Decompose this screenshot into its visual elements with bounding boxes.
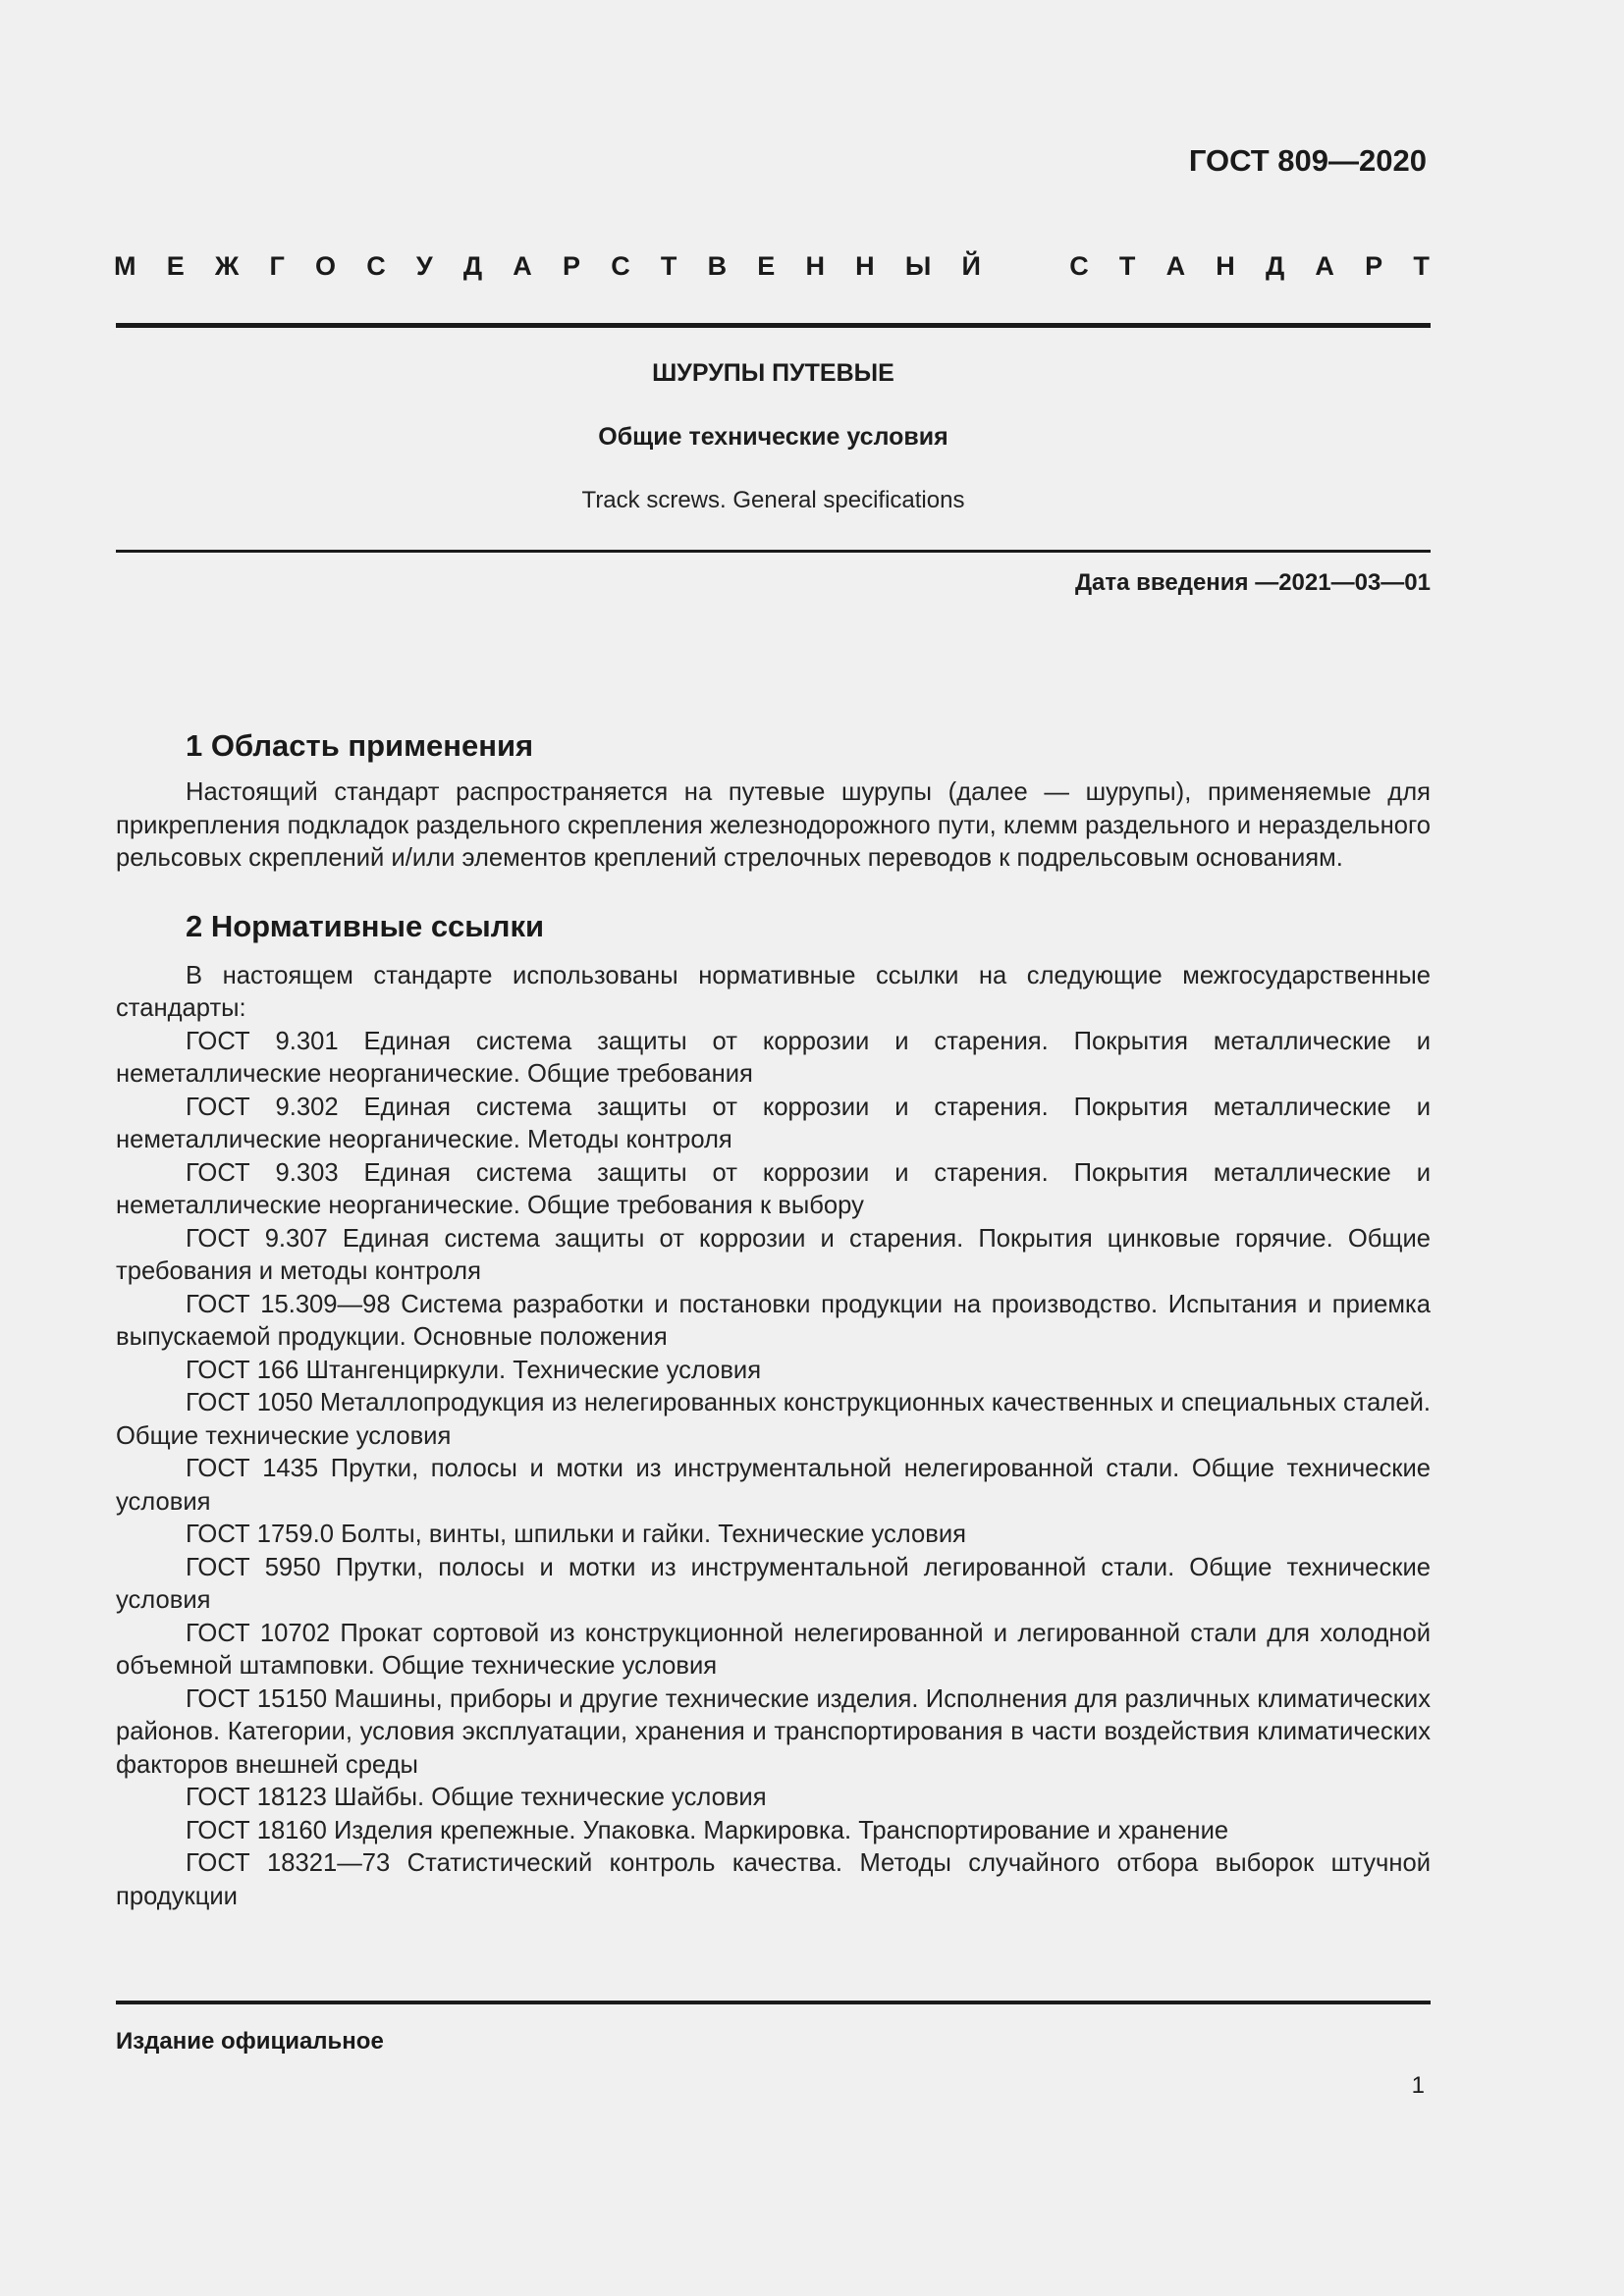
document-title: ШУРУПЫ ПУТЕВЫЕ	[652, 359, 894, 387]
reference-item: ГОСТ 1759.0 Болты, винты, шпильки и гайки. Технические условия	[186, 1521, 967, 1548]
reference-item: ГОСТ 1050 Металлопродукция из нелегированных конструкционных качественных и специальных сталей. Общие технические условия	[116, 1389, 1431, 1450]
title-divider	[116, 550, 1431, 553]
reference-item: ГОСТ 18123 Шайбы. Общие технические условия	[186, 1784, 767, 1811]
references-intro-paragraph: В настоящем стандарте использованы нормативные ссылки на следующие межгосударственные стандарты:	[116, 961, 1431, 1022]
section-heading-normative-references: 2 Нормативные ссылки	[186, 908, 545, 943]
standard-type-heading	[114, 251, 1430, 282]
reference-item: ГОСТ 9.307 Единая система защиты от коррозии и старения. Покрытия цинковые горячие. Общие требования и методы контроля	[116, 1224, 1431, 1285]
standard-type-letter: Ы	[904, 251, 932, 281]
document-title-english: Track screws. General specifications	[581, 487, 965, 513]
section-heading-scope: 1 Область применения	[186, 728, 534, 763]
official-edition-label: Издание официальное	[116, 2028, 384, 2055]
standard-type-letter: А	[1315, 251, 1334, 281]
standard-type-letter: Т	[1413, 251, 1430, 281]
reference-item: ГОСТ 18160 Изделия крепежные. Упаковка. Маркировка. Транспортирование и хранение	[186, 1816, 1229, 1844]
reference-item: ГОСТ 9.303 Единая система защиты от коррозии и старения. Покрытия металлические и неметаллические неорганические. Общие требования к выбору	[116, 1158, 1431, 1219]
page-number: 1	[1411, 2072, 1425, 2099]
standard-type-letter: Т	[1118, 251, 1136, 281]
reference-item: ГОСТ 18321—73 Статистический контроль качества. Методы случайного отбора выборок штучной продукции	[116, 1849, 1431, 1910]
introduction-date: Дата введения —2021—03—01	[1074, 569, 1431, 596]
standard-type-letter: Е	[757, 251, 776, 281]
document-subtitle: Общие технические условия	[598, 423, 948, 451]
reference-item: ГОСТ 1435 Прутки, полосы и мотки из инструментальной нелегированной стали. Общие технические условия	[116, 1455, 1431, 1516]
standard-type-letter: Н	[1216, 251, 1235, 281]
standard-type-letter: В	[707, 251, 728, 281]
reference-item: ГОСТ 9.302 Единая система защиты от коррозии и старения. Покрытия металлические и неметаллические неорганические. Методы контроля	[116, 1093, 1431, 1153]
standard-type-letter: С	[1069, 251, 1089, 281]
header-divider-thick	[116, 323, 1431, 328]
standard-type-letter: Е	[166, 251, 185, 281]
standard-type-letter: Д	[1265, 251, 1285, 281]
standard-type-letter: У	[415, 251, 433, 281]
reference-item: ГОСТ 9.301 Единая система защиты от коррозии и старения. Покрытия металлические и неметаллические неорганические. Общие требования	[116, 1027, 1431, 1088]
standard-type-letter: Р	[1365, 251, 1383, 281]
reference-item: ГОСТ 15150 Машины, приборы и другие технические изделия. Исполнения для различных климатических районов. Категории, условия эксплуатации, хранения и транспортирования в части воздействия климатических факторов внешней среды	[116, 1684, 1431, 1779]
standard-type-letter: С	[366, 251, 386, 281]
reference-item: ГОСТ 10702 Прокат сортовой из конструкционной нелегированной и легированной стали для холодной объемной штамповки. Общие технические условия	[116, 1619, 1431, 1680]
reference-item: ГОСТ 5950 Прутки, полосы и мотки из инструментальной легированной стали. Общие технические условия	[116, 1553, 1431, 1614]
standard-type-letter: А	[513, 251, 532, 281]
standard-type-letter: Т	[660, 251, 677, 281]
standard-type-letter: Н	[855, 251, 875, 281]
reference-item: ГОСТ 15.309—98 Система разработки и постановки продукции на производство. Испытания и приемка выпускаемой продукции. Основные положения	[116, 1290, 1431, 1351]
standard-type-letter: А	[1165, 251, 1186, 281]
footer-divider	[116, 2001, 1431, 2004]
standard-type-letter: Й	[961, 251, 981, 281]
document-code: ГОСТ 809—2020	[1188, 143, 1427, 178]
standard-type-letter: М	[114, 251, 136, 281]
standard-type-letter: Д	[462, 251, 483, 281]
standard-type-letter: Ж	[214, 251, 240, 281]
standard-type-letter: Н	[805, 251, 825, 281]
standard-type-letter: О	[314, 251, 336, 281]
reference-item: ГОСТ 166 Штангенциркули. Технические условия	[186, 1356, 762, 1384]
standard-type-letter: Г	[269, 251, 285, 281]
document-body	[116, 726, 1431, 1913]
standard-type-letter: Р	[562, 251, 580, 281]
scope-paragraph: Настоящий стандарт распространяется на путевые шурупы (далее — шурупы), применяемые для прикрепления подкладок раздельного скрепления железнодорожного пути, клемм раздельного и нераздельного рельсовых скреплений и/или элементов креплений стрелочных переводов к подрельсовым основаниям.	[116, 778, 1431, 872]
standard-type-letter: С	[611, 251, 630, 281]
